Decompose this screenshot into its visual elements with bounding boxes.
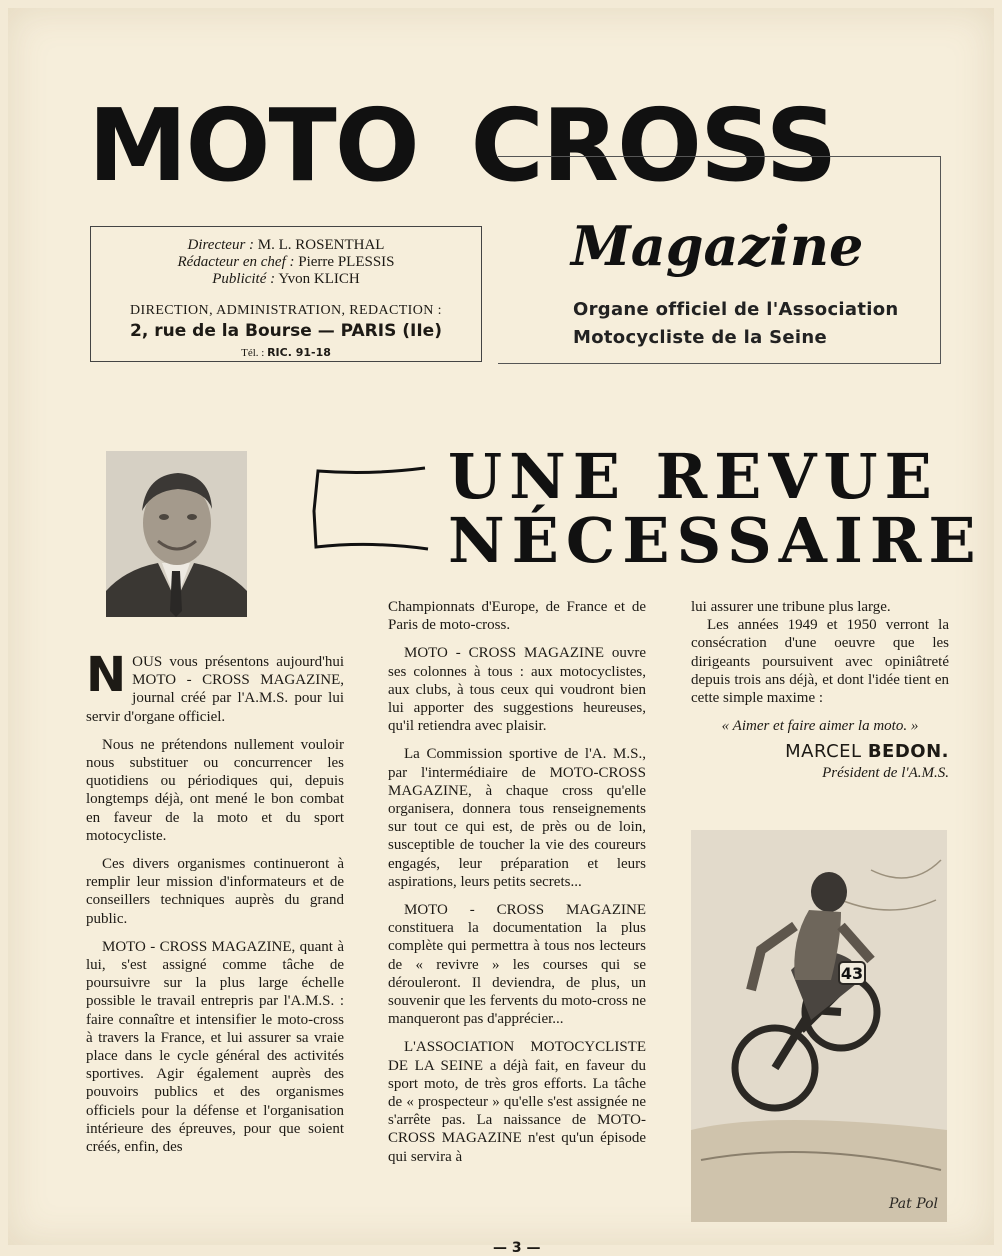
headline-bracket-ornament xyxy=(310,463,430,553)
paragraph: Championnats d'Europe, de France et de Paris de moto-cross. xyxy=(388,599,646,634)
paragraph: MOTO - CROSS MAGAZINE ouvre ses colonnes à tous : aux motocyclistes, aux clubs, à tous ceux qui voudront bien lui apporter des suggestions heureuses, qu'il retiendra avec plaisir. xyxy=(388,645,646,735)
editorial-info-box xyxy=(90,226,482,362)
directeur-name: M. L. ROSENTHAL xyxy=(257,237,385,253)
publicite-name: Yvon KLICH xyxy=(278,271,360,287)
masthead-subtitle: Magazine xyxy=(571,214,864,278)
signature-role: Président de l'A.M.S. xyxy=(822,764,949,781)
illustrator-signature: Pat Pol xyxy=(889,1196,938,1212)
masthead-title: MOTO CROSS xyxy=(88,87,836,204)
publicite-line xyxy=(91,271,481,288)
article-column-2 xyxy=(388,598,646,1176)
publicite-label: Publicité : xyxy=(212,271,276,287)
page-number: — 3 — xyxy=(493,1240,541,1256)
president-portrait xyxy=(106,451,247,617)
headline-line-1: UNE REVUE xyxy=(448,440,939,513)
redacteur-label: Rédacteur en chef : xyxy=(177,254,295,270)
directeur-line xyxy=(91,237,481,254)
drop-cap: N xyxy=(86,647,127,703)
portrait-image xyxy=(106,451,247,617)
signature-first-name: MARCEL xyxy=(785,741,862,763)
paragraph: L'ASSOCIATION MOTOCYCLISTE DE LA SEINE a déjà fait, en faveur du sport moto, de très gros efforts. La tâche de « prospecteur » qu'elle s'est assignée ne s'arrête pas. La naissance de MOTO-CROSS MAGAZINE n'est qu'un épisode qui servira à xyxy=(388,1039,646,1165)
paragraph: MOTO - CROSS MAGAZINE constituera la documentation la plus complète qui permettra à tous nos lecteurs de « revivre » les courses qui se dérouleront. Il deviendra, de plus, un souvenir que les fervents du moto-cross ne manqueront pas d'apprécier... xyxy=(388,902,646,1028)
paragraph: Les années 1949 et 1950 verront la consécration d'une oeuvre que les dirigeants poursuivent avec opiniâtreté depuis trois ans déjà, et dont l'idée tient en cette simple maxime : xyxy=(691,617,949,707)
redacteur-name: Pierre PLESSIS xyxy=(298,254,395,270)
organe-officiel xyxy=(573,296,923,352)
organe-line-2: Motocycliste de la Seine xyxy=(573,327,827,348)
paragraph: Ces divers organismes continueront à remplir leur mission d'informateurs et de conseillers techniques auprès du grand public. xyxy=(86,856,344,927)
direction-line: DIRECTION, ADMINISTRATION, REDACTION : xyxy=(130,303,442,318)
paragraph: La Commission sportive de l'A. M.S., par l'intermédiaire de MOTO-CROSS MAGAZINE, à chaque cross qu'elle organisera, donnera tous renseignements sur tout ce qui est, de près ou de loin, susceptible de toucher la vie des coureurs engagés, leur préparation et leurs aspirations, leurs petits secrets... xyxy=(388,746,646,890)
headline-line-2: NÉCESSAIRE xyxy=(448,504,983,577)
address-line: 2, rue de la Bourse — PARIS (IIe) xyxy=(130,321,442,341)
telephone-label: Tél. : xyxy=(241,347,265,359)
signature-last-name: BEDON. xyxy=(867,741,949,763)
directeur-label: Directeur : xyxy=(187,237,255,253)
article-column-1 xyxy=(86,647,344,1166)
paragraph: Nous ne prétendons nullement vouloir nous substituer ou concurrencer les quotidiens ou périodiques qui, depuis longtemps déjà, ont mené le bon combat en faveur de la moto et du sport motocycliste. xyxy=(86,736,344,844)
rider-number: 43 xyxy=(840,964,864,983)
redacteur-line xyxy=(91,254,481,271)
maxime-quote: « Aimer et faire aimer la moto. » xyxy=(721,718,919,735)
rider-drawing xyxy=(691,830,947,1222)
signature xyxy=(691,743,949,761)
motocross-illustration xyxy=(691,830,947,1222)
paragraph: MOTO - CROSS MAGAZINE, quant à lui, s'est assigné comme tâche de poursuivre sur la plus large échelle possible le travail entrepris par l'A.M.S. : faire connaître et intensifier le moto-cross à travers la France, et lui assurer sa vraie place dans le cycle général des activités sportives. Agir également auprès des pouvoirs publics et des organismes officiels pour la défense et l'organisation intérieure des épreuves, pour que soient créés, enfin, des xyxy=(86,938,344,1156)
magazine-page xyxy=(8,8,994,1256)
telephone-number: RIC. 91-18 xyxy=(267,346,331,359)
article-headline xyxy=(448,440,983,577)
organe-line-1: Organe officiel de l'Association xyxy=(573,299,899,320)
telephone-line xyxy=(91,344,481,362)
paragraph: lui assurer une tribune plus large. xyxy=(691,599,891,615)
article-column-3 xyxy=(691,598,949,782)
paragraph-text: OUS vous présentons aujourd'hui MOTO - CROSS MAGAZINE, journal créé par l'A.M.S. pour lui servir d'organe officiel. xyxy=(86,654,344,725)
paragraph xyxy=(86,647,344,726)
